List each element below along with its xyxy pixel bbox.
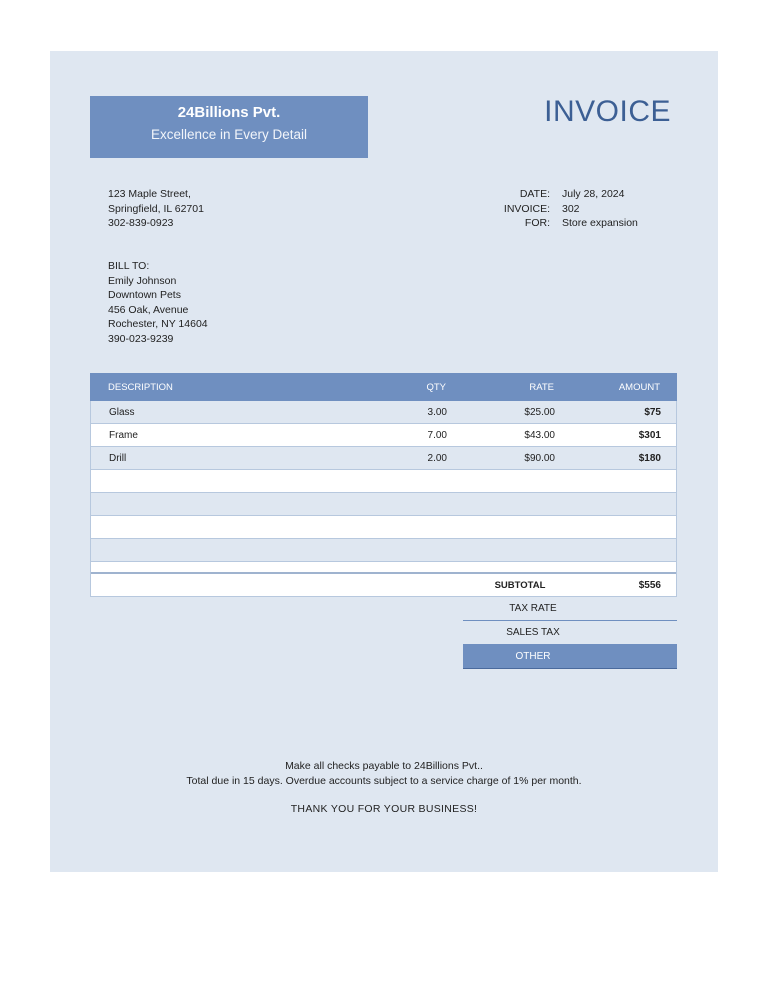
company-address — [108, 187, 204, 231]
company-banner — [90, 96, 368, 158]
company-tagline: Excellence in Every Detail — [150, 127, 308, 142]
bill-to-street: 456 Oak, Avenue — [108, 303, 189, 316]
meta-value: 302 — [562, 202, 580, 215]
bill-to-heading: BILL TO: — [108, 260, 150, 272]
table-header — [90, 373, 677, 401]
address-line: Springfield, IL 62701 — [108, 202, 204, 215]
invoice-meta — [490, 187, 638, 231]
table-row-empty — [91, 470, 676, 493]
header-rate: RATE — [529, 381, 554, 393]
table-row-empty — [91, 539, 676, 562]
cell-qty: 2.00 — [427, 452, 447, 464]
sales-tax-row — [463, 621, 677, 645]
payment-instructions: Make all checks payable to 24Billions Pvt.. — [285, 760, 483, 772]
tax-rate-row — [463, 597, 677, 621]
table-row — [91, 401, 676, 424]
cell-description: Glass — [109, 406, 135, 418]
cell-amount: $75 — [644, 406, 661, 418]
address-line: 123 Maple Street, — [108, 188, 191, 200]
other-row — [463, 645, 677, 669]
invoice-sheet — [50, 51, 718, 872]
meta-for — [490, 216, 638, 231]
table-row-empty — [91, 493, 676, 516]
cell-description: Drill — [109, 452, 127, 464]
company-phone: 302-839-0923 — [108, 217, 174, 229]
invoice-footer — [50, 759, 718, 817]
line-items-table — [90, 373, 677, 669]
thank-you-message: THANK YOU FOR YOUR BUSINESS! — [290, 803, 478, 815]
bill-to-phone: 390-023-9239 — [108, 332, 174, 345]
header-description: DESCRIPTION — [108, 381, 173, 393]
meta-label: INVOICE: — [503, 202, 550, 215]
cell-rate: $43.00 — [524, 429, 555, 441]
header-qty: QTY — [426, 381, 446, 393]
bill-to-company: Downtown Pets — [108, 289, 181, 301]
table-divider — [91, 562, 676, 574]
cell-qty: 3.00 — [427, 406, 447, 418]
subtotal-label: SUBTOTAL — [494, 579, 546, 591]
meta-label: FOR: — [524, 217, 550, 229]
meta-invoice-number — [490, 202, 638, 217]
subtotal-row — [91, 574, 676, 597]
cell-rate: $90.00 — [524, 452, 555, 464]
payment-terms: Total due in 15 days. Overdue accounts subject to a service charge of 1% per month. — [186, 775, 582, 787]
meta-value: Store expansion — [562, 217, 638, 229]
sales-tax-label: SALES TAX — [506, 627, 560, 638]
invoice-title: INVOICE — [544, 95, 671, 128]
tax-rate-label: TAX RATE — [509, 603, 557, 614]
header-amount: AMOUNT — [618, 381, 660, 393]
meta-date — [490, 187, 638, 202]
other-label: OTHER — [515, 651, 551, 662]
meta-label: DATE: — [519, 188, 550, 200]
cell-rate: $25.00 — [524, 406, 555, 418]
cell-description: Frame — [109, 429, 138, 441]
cell-amount: $301 — [638, 429, 661, 441]
bill-to-city: Rochester, NY 14604 — [108, 318, 208, 330]
table-row — [91, 424, 676, 447]
bill-to — [108, 259, 208, 346]
company-name: 24Billions Pvt. — [177, 104, 281, 121]
cell-qty: 7.00 — [427, 429, 447, 441]
bill-to-name: Emily Johnson — [108, 274, 177, 287]
cell-amount: $180 — [638, 452, 661, 464]
table-row-empty — [91, 516, 676, 539]
meta-value: July 28, 2024 — [562, 188, 625, 200]
subtotal-value: $556 — [638, 579, 661, 591]
table-row — [91, 447, 676, 470]
table-body — [90, 401, 677, 597]
